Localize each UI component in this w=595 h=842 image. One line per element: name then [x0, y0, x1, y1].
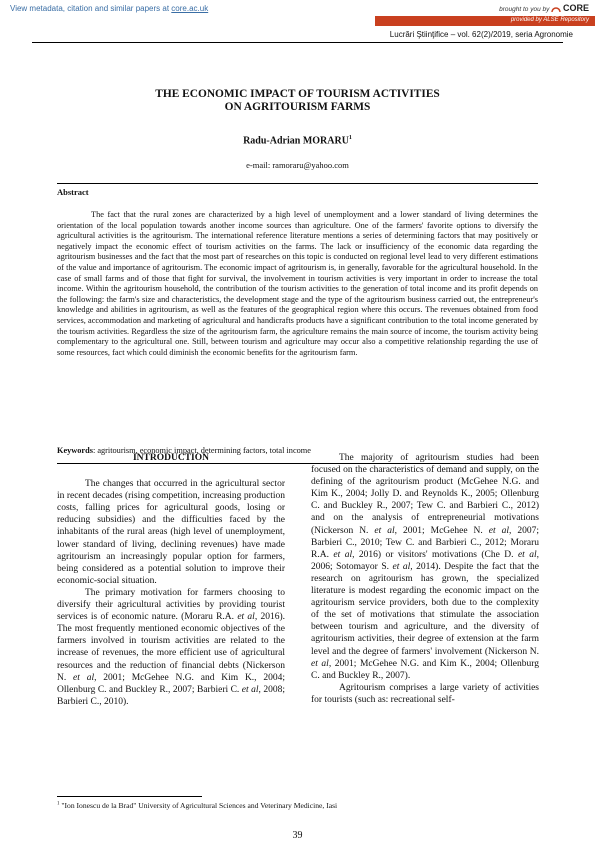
- title-line-2: ON AGRITOURISM FARMS: [224, 101, 371, 113]
- author-line: [32, 135, 563, 146]
- abstract-heading: Abstract: [57, 187, 89, 197]
- metadata-link-text[interactable]: [10, 4, 208, 13]
- right-column: [311, 452, 539, 706]
- author-name: Radu-Adrian MORARU: [243, 135, 349, 147]
- page-number: 39: [292, 830, 303, 841]
- left-column: [57, 452, 285, 708]
- author-email: e-mail: ramoraru@yahoo.com: [246, 160, 349, 170]
- provider-ribbon: [375, 16, 595, 26]
- intro-paragraph-2: The primary motivation for farmers choosing to diversify their agricultural activities by providing tourist services is of economic nature. (Moraru R.A. et al, 2016). The most frequently mentioned economic objectives of the farmers involved in tourism activities are related to the increase of revenues, the more efficient use of agricultural resources and the reduction of financial debts (Nickerson N. et al, 2001; McGehee N.G. and Kim K., 2004; Ollenburg C. and Buckley R., 2007; Barbieri C. et al, 2008; Barbieri C., 2010).: [57, 587, 286, 707]
- keywords-label: Keywords: [57, 446, 93, 455]
- abstract-top-rule: [57, 183, 538, 184]
- author-affiliation-marker: 1: [348, 135, 352, 141]
- footnote-marker: 1: [57, 801, 60, 807]
- header-rule: [32, 42, 563, 43]
- journal-header: Lucrări Ştiinţifice – vol. 62(2)/2019, seria Agronomie: [389, 30, 573, 39]
- introduction-heading: INTRODUCTION: [132, 453, 209, 463]
- intro-paragraph-3: The majority of agritourism studies had been focused on the characteristics of demand and supply, on the defining of the agritourism product (McGehee N.G. and Kim K., 2004; Jolly D. and Reynolds K., 2005; Ollenburg C. and Buckley R., 2007; Tew C. and Barbieri C., 2012) and on the analysis of entrepreneurial motivations (Nickerson N. et al, 2001; McGehee N. et al, 2007; Barbieri C., 2010; Tew C. and Barbieri C., 2012; Moraru R.A. et al, 2016) or visitors' motivations (Che D. et al, 2006; Sotomayor S. et al, 2014). Despite the fact that the research on agritourism has grown, the specialized literature is modest regarding the economic impact on the agritourism service providers, both due to the complexity of the set of motivations that stimulate the association between tourism and agriculture, and the diversity of agritourism activities, their degree of extension at the farm level and the degree of farmers' involvement (Nickerson N. et al, 2001; McGehee N.G. and Kim K., 2004; Ollenburg C. and Buckley R., 2007).: [311, 453, 540, 681]
- footnote: [57, 801, 337, 810]
- abstract-body: The fact that the rural zones are characterized by a high level of unemployment and a lower standard of living determines the orientation of the local population towards another income sources than agriculture. One of the farmers' favorite options to diversify the agricultural activities is the agritourism. The international reference literature mentions a series of determining factors that may positively or negatively impact the economic effect of tourism activities on the farms. The lack or insufficiency of the economic data regarding the agritourism businesses and the fact that the most part of researches on this topic is conducted on regional level lead to very different estimations of the value and importance of agritourism. The economic impact of agritourism is, in generally, favorable for the agricultural household. In the case of small farms and of those that fight for survival, the involvement in tourism activities is very important in order to increase the total income. Within the agritourism household, the contribution of the tourism activities to the generation of total income and its profit depends on the following: the farm's size and characteristics, the development stage and the type of the agritourism business carried out, the entrepreneur's knowledge and abilities in agritourism, as well as the features of the geographical region where this occurs. The revenues obtained from food services, accommodation and marketing of agricultural and handicrafts products have a significant contribution to the total income generated by the tourism activities. Regardless the size of the agritourism farm, the agriculture remains the main source of income, the tourism activity being complementary to the agricultural one. Still, between tourism and agriculture may occur also a competitive relationship regarding the use of some resources, fact which could diminish the economic benefits for the agritourism farm.: [57, 210, 538, 357]
- footnote-text: "Ion Ionescu de la Brad" University of Agricultural Sciences and Veterinary Medicine, Iasi: [59, 801, 338, 810]
- intro-paragraph-1: The changes that occurred in the agricultural sector in recent decades (rising competition, increasing production costs, falling prices for agricultural goods, losing or reducing subsidies) and the difficulties faced by the inhabitants of the rural areas (high level of unemployment, lower standard of living, declining revenues) have made agritourism an increasingly popular option for farmers, being considered as a potential solution to improve their economic-social situation.: [57, 479, 285, 586]
- keywords-text: : agritourism, economic impact, determining factors, total income: [92, 446, 311, 455]
- core-logo-text: CORE: [562, 3, 589, 13]
- core-link[interactable]: core.ac.uk: [171, 4, 209, 13]
- brought-by-text: brought to you by: [499, 6, 550, 13]
- paper-title: [32, 88, 563, 114]
- footnote-rule: [57, 796, 202, 797]
- title-line-1: THE ECONOMIC IMPACT OF TOURISM ACTIVITIES: [155, 88, 440, 100]
- core-logo-icon: [551, 5, 561, 13]
- metadata-prefix: View metadata, citation and similar papers at: [10, 4, 172, 13]
- provided-by-text: provided by ALSE Repository: [510, 17, 589, 23]
- core-banner: [0, 0, 595, 28]
- intro-paragraph-4: Agritourism comprises a large variety of activities for tourists (such as: recreational self-: [311, 682, 539, 705]
- core-branding[interactable]: [499, 3, 589, 13]
